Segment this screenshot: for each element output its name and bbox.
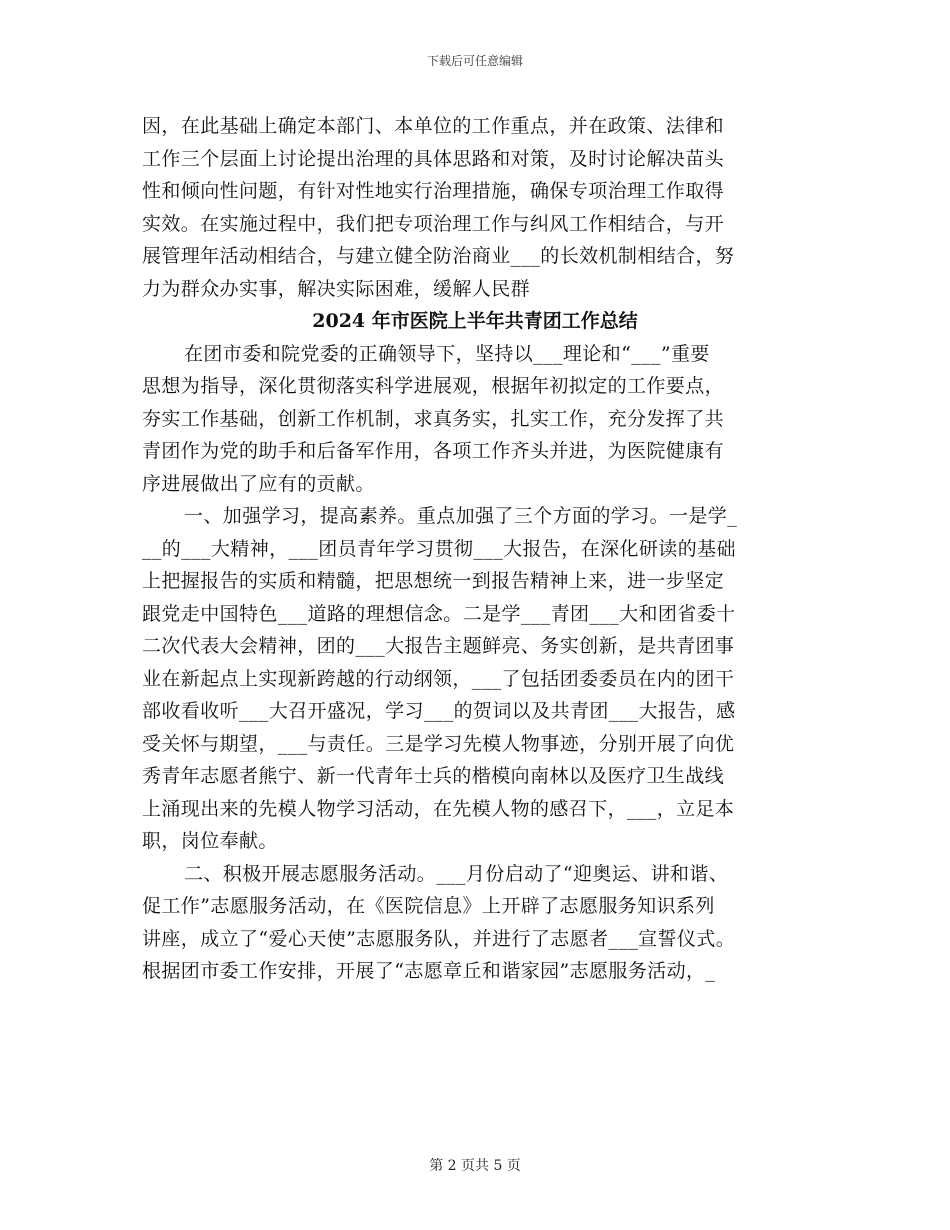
text-line: 夯实工作基础，创新工作机制，求真务实，扎实工作，充分发挥了共	[142, 407, 725, 430]
text-line: 青团作为党的助手和后备军作用，各项工作齐头并进，为医院健康有	[142, 440, 725, 462]
text-line: 上涌现出来的先模人物学习活动，在先模人物的感召下，___，立足本	[142, 797, 735, 820]
text-line: 工作三个层面上讨论提出治理的具体思路和对策，及时讨论解决苗头	[142, 147, 725, 170]
text-line: 序进展做出了应有的贡献。	[142, 472, 375, 495]
document-title: 2024 年市医院上半年共青团工作总结	[312, 310, 638, 332]
text-line: 力为群众办实事，解决实际困难，缓解人民群	[142, 277, 531, 300]
paragraph-first-line: 在团市委和院党委的正确领导下，坚持以___理论和“___”重要	[184, 342, 710, 365]
page-header: 下载后可任意编辑	[426, 54, 523, 68]
text-line: 秀青年志愿者熊宁、新一代青年士兵的楷模向南林以及医疗卫生战线	[142, 765, 725, 787]
text-line: 促工作”志愿服务活动，在《医院信息》上开辟了志愿服务知识系列	[142, 895, 715, 917]
document-body	[142, 110, 822, 988]
text-line: 跟党走中国特色___道路的理想信念。二是学___青团___大和团省委十	[142, 602, 736, 625]
text-line: 因，在此基础上确定本部门、本单位的工作重点，并在政策、法律和	[142, 115, 725, 137]
paragraph-first-line: 二、积极开展志愿服务活动。___月份启动了“迎奥运、讲和谐、	[184, 862, 729, 885]
text-line: 二次代表大会精神，团的___大报告主题鲜亮、务实创新，是共青团事	[142, 635, 735, 657]
page-footer: 第 2 页共 5 页	[429, 1158, 521, 1174]
text-line: 受关怀与期望，___与责任。三是学习先模人物事迹，分别开展了向优	[142, 732, 735, 755]
text-line: 实效。在实施过程中，我们把专项治理工作与纠风工作相结合，与开	[142, 212, 725, 235]
paragraph-first-line: 一、加强学习，提高素养。重点加强了三个方面的学习。一是学_	[184, 505, 738, 527]
text-line: 部收看收听___大召开盛况，学习___的贺词以及共青团___大报告，感	[142, 700, 736, 722]
text-line: __的___大精神，___团员青年学习贯彻___大报告，在深化研读的基础	[142, 537, 736, 560]
text-line: 思想为指导，深化贯彻落实科学进展观，根据年初拟定的工作要点，	[142, 375, 725, 397]
text-line: 根据团市委工作安排，开展了“志愿章丘和谐家园”志愿服务活动，_	[142, 960, 716, 982]
text-line: 上把握报告的实质和精髓，把思想统一到报告精神上来，进一步坚定	[142, 570, 725, 592]
text-line: 讲座，成立了“爱心天使”志愿服务队，并进行了志愿者___宣誓仪式。	[142, 927, 736, 950]
text-line: 性和倾向性问题，有针对性地实行治理措施，确保专项治理工作取得	[142, 180, 725, 202]
text-line: 职，岗位奉献。	[142, 830, 278, 852]
text-line: 业在新起点上实现新跨越的行动纲领，___了包括团委委员在内的团干	[142, 667, 735, 690]
text-line: 展管理年活动相结合，与建立健全防治商业___的长效机制相结合，努	[142, 245, 735, 267]
